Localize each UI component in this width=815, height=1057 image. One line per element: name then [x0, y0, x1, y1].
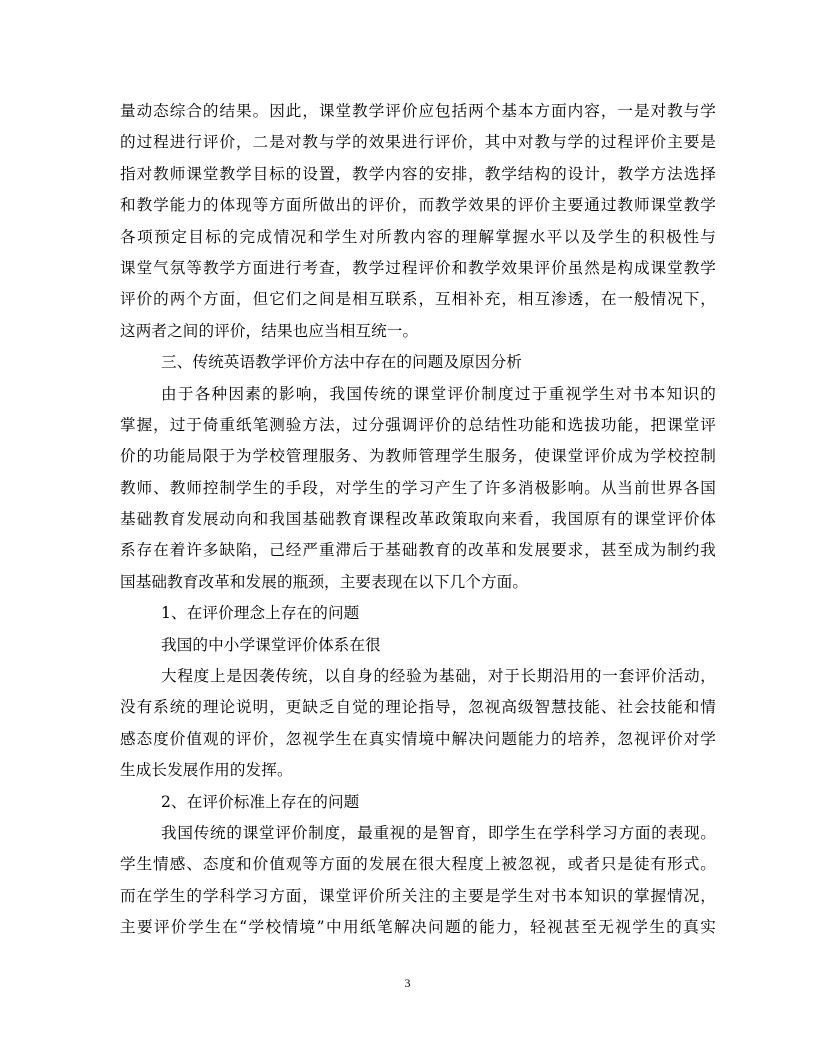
text-line: 指对教师课堂教学目标的设置，教学内容的安排，教学结构的设计，教学方法选择	[120, 164, 716, 183]
text-line: 学生情感、态度和价值观等方面的发展在很大程度上被忽视，或者只是徒有形式。	[120, 855, 716, 874]
text-line: 量动态综合的结果。因此，课堂教学评价应包括两个基本方面内容，一是对教与学	[120, 102, 716, 120]
body-text	[120, 96, 716, 944]
text-line: 主要评价学生在“学校情境”中用纸笔解决问题的能力，轻视甚至无视学生的真实	[120, 918, 716, 937]
text-line: 1、在评价理念上存在的问题	[161, 604, 360, 623]
text-line: 价的功能局限于为学校管理服务、为教师管理学生服务，使课堂评价成为学校控制	[120, 447, 716, 466]
text-line: 基础教育发展动向和我国基础教育课程改革政策取向来看，我国原有的课堂评价体	[120, 510, 716, 529]
text-line: 而在学生的学科学习方面，课堂评价所关注的主要是学生对书本知识的掌握情况，	[120, 886, 716, 905]
text-line: 由于各种因素的影响，我国传统的课堂评价制度过于重视学生对书本知识的	[161, 384, 716, 403]
text-line: 掌握，过于倚重纸笔测验方法，过分强调评价的总结性功能和选拔功能，把课堂评	[120, 415, 716, 434]
text-line: 大程度上是因袭传统，以自身的经验为基础，对于长期沿用的一套评价活动，	[161, 667, 716, 686]
text-line: 生成长发展作用的发挥。	[120, 761, 293, 780]
text-line: 的过程进行评价，二是对教与学的效果进行评价，其中对教与学的过程评价主要是	[120, 133, 716, 152]
page-number: 3	[404, 976, 411, 990]
text-line: 课堂气氛等教学方面进行考查，教学过程评价和教学效果评价虽然是构成课堂教学	[120, 258, 716, 277]
text-line: 和教学能力的体现等方面所做出的评价，而教学效果的评价主要通过教师课堂教学	[120, 196, 716, 215]
text-line: 这两者之间的评价，结果也应当相互统一。	[120, 321, 419, 340]
text-line: 没有系统的理论说明，更缺乏自觉的理论指导，忽视高级智慧技能、社会技能和情	[120, 698, 716, 717]
text-line: 各项预定目标的完成情况和学生对所教内容的理解掌握水平以及学生的积极性与	[120, 227, 716, 246]
text-line: 评价的两个方面，但它们之间是相互联系，互相补充，相互渗透，在一般情况下，	[120, 290, 716, 309]
text-line: 系存在着许多缺陷，己经严重滞后于基础教育的改革和发展要求，甚至成为制约我	[120, 541, 716, 560]
text-line: 我国的中小学课堂评价体系在很	[161, 635, 381, 654]
text-line: 我国传统的课堂评价制度，最重视的是智育，即学生在学科学习方面的表现。	[161, 823, 716, 842]
text-line: 2、在评价标准上存在的问题	[161, 792, 360, 811]
text-line: 三、传统英语教学评价方法中存在的问题及原因分析	[161, 353, 522, 372]
text-line: 国基础教育改革和发展的瓶颈，主要表现在以下几个方面。	[120, 572, 529, 591]
text-line: 教师、教师控制学生的手段，对学生的学习产生了许多消极影响。从当前世界各国	[120, 478, 716, 497]
text-line: 感态度价值观的评价，忽视学生在真实情境中解决问题能力的培养，忽视评价对学	[120, 729, 716, 748]
